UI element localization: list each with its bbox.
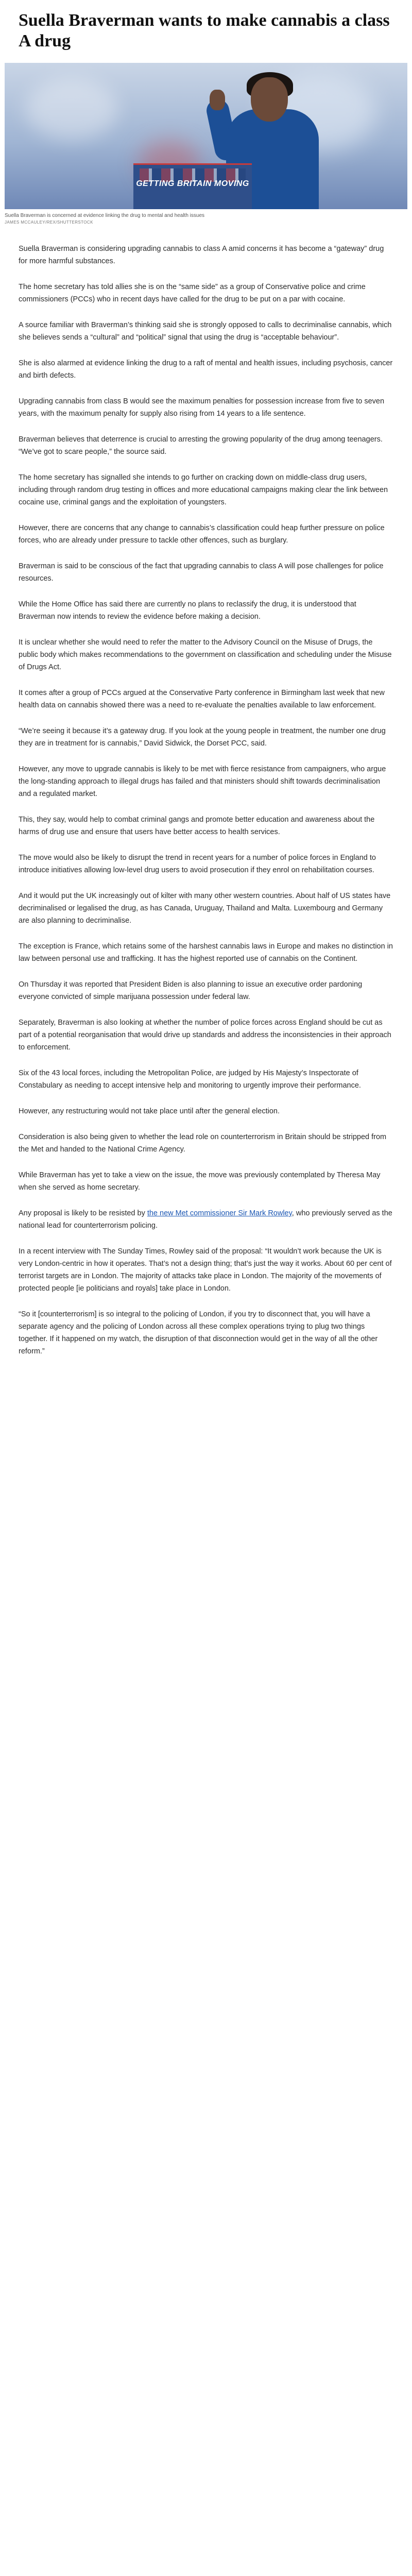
article-paragraph: A source familiar with Braverman’s thinking said she is strongly opposed to calls to decriminalise cannabis, which she believes sends a “cultural” and “political” signal that using the drug is “acceptable behaviour”.	[19, 321, 392, 342]
article-paragraph: The home secretary has signalled she intends to go further on cracking down on middle-class drug users, including through random drug testing in offices and more educational campaigns making clear the link between cocaine use, criminal gangs and the exploitation of youngsters.	[19, 473, 388, 506]
article-paragraph: Suella Braverman is considering upgrading cannabis to class A amid concerns it has become a “gateway” drug for more harmful substances.	[19, 245, 384, 265]
speaker-hand	[210, 90, 225, 110]
article-paragraph: It comes after a group of PCCs argued at the Conservative Party conference in Birmingham last week that new health data on cannabis showed there was a need to re-evaluate the penalties available to law enforcement.	[19, 689, 385, 709]
background-light	[25, 78, 118, 140]
article-paragraph: In a recent interview with The Sunday Times, Rowley said of the proposal: “It wouldn’t work because the UK is very London-centric in how it operates. That’s not a design thing; that’s just the way it works. About 60 per cent of terrorist targets are in London. The majority of attacks take place in London. The majority of the movements of protected people [ie politicians and royals] take place in London.	[19, 1247, 392, 1293]
podium-slogan: GETTING BRITAIN MOVING	[136, 179, 249, 188]
article-paragraph: However, there are concerns that any change to cannabis’s classification could heap further pressure on police forces, who are already under pressure to tackle other offences, such as burglary.	[19, 524, 385, 545]
article-paragraph: The move would also be likely to disrupt the trend in recent years for a number of police forces in England to introduce initiatives allowing low-level drug users to avoid prosecution if they enrol on rehabilitation courses.	[19, 854, 376, 874]
speaker-head	[251, 77, 288, 122]
article-paragraph-with-link	[19, 1207, 393, 1232]
rowley-profile-link[interactable]: the new Met commissioner Sir Mark Rowley	[147, 1209, 292, 1217]
article-headline: Suella Braverman wants to make cannabis a class A drug	[19, 11, 390, 50]
article-paragraph: While Braverman has yet to take a view on the issue, the move was previously contemplated by Theresa May when she served as home secretary.	[19, 1171, 381, 1192]
article-paragraph: The home secretary has told allies she is on the “same side” as a group of Conservative police and crime commissioners (PCCs) who in recent days have called for the drug to be put on a par with cocaine.	[19, 283, 366, 303]
article-paragraph: Braverman is said to be conscious of the fact that upgrading cannabis to class A will pose challenges for police resources.	[19, 562, 384, 583]
article-paragraph: This, they say, would help to combat criminal gangs and promote better education and awareness about the harms of drug use and ensure that users have better access to health services.	[19, 816, 375, 836]
image-caption: Suella Braverman is concerned at evidence linking the drug to mental and health issues	[5, 213, 205, 218]
article-paragraph: It is unclear whether she would need to refer the matter to the Advisory Council on the Misuse of Drugs, the public body which makes recommendations to the government on classification and scheduling under the Misuse of Drugs Act.	[19, 638, 392, 671]
article-paragraph: However, any restructuring would not take place until after the general election.	[19, 1107, 280, 1115]
article-paragraph: While the Home Office has said there are currently no plans to reclassify the drug, it is understood that Braverman now intends to review the evidence before making a decision.	[19, 600, 356, 621]
link-trailing-text: , who previously served as the national lead for counterterrorism policing.	[19, 1209, 392, 1230]
article-paragraph: The exception is France, which retains some of the harshest cannabis laws in Europe and makes no distinction in law between personal use and trafficking. It has the highest reported use of cannabis on the Continent.	[19, 942, 393, 963]
image-credit: JAMES MCCAULEY/REX/SHUTTERSTOCK	[5, 220, 93, 225]
hero-image	[5, 63, 407, 209]
article-paragraph: Consideration is also being given to whether the lead role on counterterrorism in Britain should be stripped from the Met and handed to the National Crime Agency.	[19, 1133, 387, 1154]
article-paragraph: “So it [counterterrorism] is so integral to the policing of London, if you try to disconnect that, you will have a separate agency and the policing of London across all these complex operations trying to plug two things together. If it happened on my watch, the disruption of that disconnection would get in the way of all the other reform.”	[19, 1310, 378, 1355]
article-paragraph: “We’re seeing it because it’s a gateway drug. If you look at the young people in treatment, the number one drug they are in treatment for is cannabis,” David Sidwick, the Dorset PCC, said.	[19, 727, 386, 748]
article-body	[0, 225, 412, 1358]
article-paragraph: And it would put the UK increasingly out of kilter with many other western countries. About half of US states have decriminalised or legalised the drug, as has Canada, Uruguay, Thailand and Malta. Luxembourg and Germany are also planning to decriminalise.	[19, 892, 391, 925]
article-paragraph: However, any move to upgrade cannabis is likely to be met with fierce resistance from campaigners, who argue the long-standing approach to illegal drugs has failed and that ministers should shift towards decriminalisation and a regulated market.	[19, 765, 386, 798]
link-lead-text: Any proposal is likely to be resisted by	[19, 1209, 147, 1217]
article-paragraph: On Thursday it was reported that President Biden is also planning to issue an executive order pardoning everyone convicted of simple marijuana possession under federal law.	[19, 980, 363, 1001]
article-paragraph: Separately, Braverman is also looking at whether the number of police forces across England should be cut as part of a potential reorganisation that would drive up standards and address the inconsistencies in their approach to enforcement.	[19, 1019, 391, 1052]
article-paragraph: Six of the 43 local forces, including the Metropolitan Police, are judged by His Majesty’s Inspectorate of Constabulary as needing to accept intensive help and monitoring to urgently improve their performance.	[19, 1069, 361, 1090]
article-paragraph: She is also alarmed at evidence linking the drug to a raft of mental and health issues, including psychosis, cancer and birth defects.	[19, 359, 393, 380]
article-paragraph: Braverman believes that deterrence is crucial to arresting the growing popularity of the drug among teenagers. “We’ve got to scare people,” the source said.	[19, 435, 383, 456]
article-paragraph: Upgrading cannabis from class B would see the maximum penalties for possession increase from five to seven years, with the maximum penalty for supply also rising from 14 years to a life sentence.	[19, 397, 385, 418]
